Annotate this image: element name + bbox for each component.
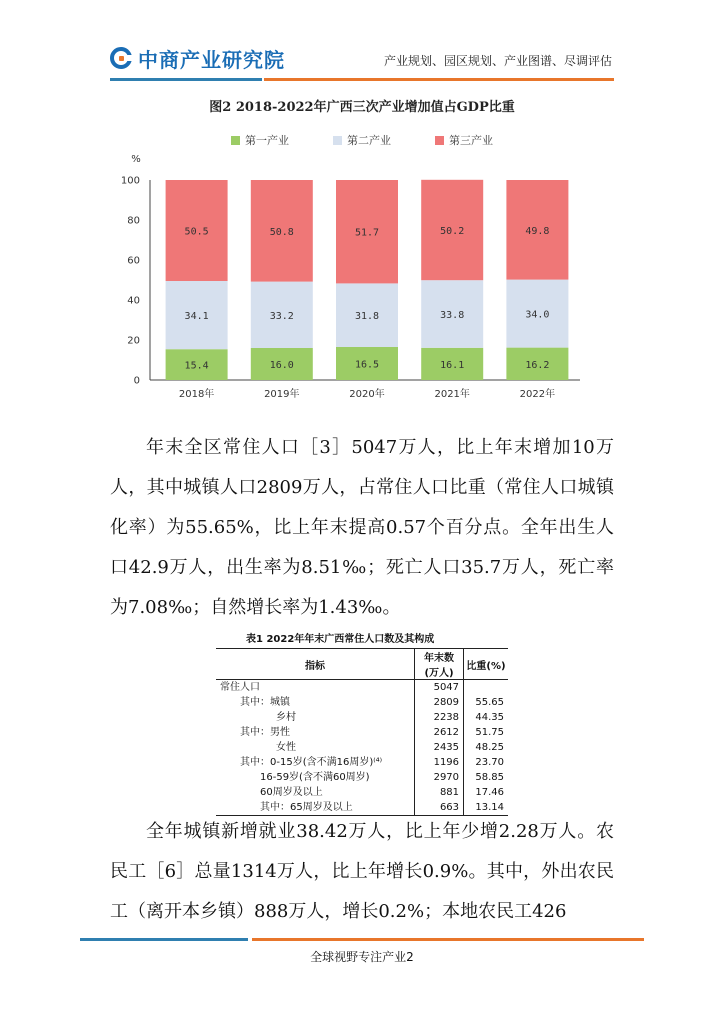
row-share: 13.14 xyxy=(464,800,508,816)
table-header-row xyxy=(216,649,508,680)
legend-label: 第一产业 xyxy=(245,134,289,147)
population-table xyxy=(216,648,508,816)
y-tick-label: 20 xyxy=(127,335,140,347)
table-row xyxy=(216,695,508,710)
row-share xyxy=(464,680,508,696)
row-label: 60周岁及以上 xyxy=(260,787,323,798)
data-label: 49.8 xyxy=(525,225,550,237)
table-row xyxy=(216,710,508,725)
row-value: 881 xyxy=(415,785,464,800)
data-label: 34.0 xyxy=(525,309,550,321)
row-share: 58.85 xyxy=(464,770,508,785)
table-row xyxy=(216,770,508,785)
row-share: 51.75 xyxy=(464,725,508,740)
row-value: 663 xyxy=(415,800,464,816)
row-value: 1196 xyxy=(415,755,464,770)
footer-divider-orange xyxy=(252,938,644,941)
row-label: 其中：0-15岁(含不满16周岁)⁽⁴⁾ xyxy=(240,757,383,768)
legend-label: 第三产业 xyxy=(449,134,493,147)
body-paragraph-employment: 全年城镇新增就业38.42万人，比上年少增2.28万人。农民工［6］总量1314万人，比上年增长0.9%。其中，外出农民工（离开本乡镇）888万人，增长0.2%；本地农民工426 xyxy=(110,821,614,922)
row-share: 23.70 xyxy=(464,755,508,770)
header-divider-blue xyxy=(110,78,262,81)
body-paragraph-population: 年末全区常住人口［3］5047万人，比上年末增加10万人，其中城镇人口2809万人，占常住人口比重（常住人口城镇化率）为55.65%，比上年末提高0.57个百分点。全年出生人口42.9万人，出生率为8.51‰；死亡人口35.7万人，死亡率为7.08‰；自然增长率为1.43‰。 xyxy=(110,437,614,618)
table-row xyxy=(216,680,508,696)
row-label: 16-59岁(含不满60周岁) xyxy=(260,772,370,783)
row-value: 2435 xyxy=(415,740,464,755)
logo-text: 中商产业研究院 xyxy=(138,47,285,72)
row-label: 常住人口 xyxy=(220,682,260,693)
stacked-bar-chart xyxy=(110,146,590,410)
x-tick-label: 2019年 xyxy=(264,389,300,400)
y-tick-label: 40 xyxy=(127,295,140,307)
table-header-indicator: 指标 xyxy=(216,649,415,680)
x-tick-label: 2022年 xyxy=(519,389,556,400)
row-value: 2970 xyxy=(415,770,464,785)
table-title: 表1 2022年年末广西常住人口数及其构成 xyxy=(246,634,435,645)
y-tick-label: 60 xyxy=(127,255,140,267)
data-label: 51.7 xyxy=(354,227,380,239)
table-row xyxy=(216,785,508,800)
row-share: 48.25 xyxy=(464,740,508,755)
row-value: 2238 xyxy=(415,710,464,725)
table-row xyxy=(216,740,508,755)
row-share: 44.35 xyxy=(464,710,508,725)
legend-label: 第二产业 xyxy=(347,134,391,147)
data-label: 16.2 xyxy=(525,359,550,371)
chart-title: 图2 2018-2022年广西三次产业增加值占GDP比重 xyxy=(209,100,515,115)
data-label: 16.5 xyxy=(354,359,380,371)
x-tick-label: 2021年 xyxy=(434,389,470,400)
company-logo xyxy=(110,44,285,72)
data-label: 31.8 xyxy=(354,311,380,323)
data-label: 34.1 xyxy=(184,311,209,323)
row-label: 女性 xyxy=(276,742,296,753)
header-tagline: 产业规划、园区规划、产业图谱、尽调评估 xyxy=(383,54,612,68)
footer-text: 全球视野专注产业2 xyxy=(310,950,414,964)
y-tick-label: 80 xyxy=(127,215,140,227)
row-value: 2809 xyxy=(415,695,464,710)
data-label: 16.0 xyxy=(269,360,294,371)
footer-divider-blue xyxy=(80,938,248,941)
table-row xyxy=(216,725,508,740)
x-tick-label: 2020年 xyxy=(349,389,385,400)
table-header-share: 比重(%) xyxy=(464,649,508,680)
row-value: 5047 xyxy=(415,680,464,696)
row-label: 其中：男性 xyxy=(240,727,290,738)
data-label: 33.2 xyxy=(269,310,294,322)
table-header-value: 年末数(万人) xyxy=(415,649,464,680)
header-divider-orange xyxy=(264,78,614,81)
data-label: 15.4 xyxy=(184,360,209,372)
data-label: 50.8 xyxy=(269,226,294,238)
y-axis-unit: % xyxy=(131,154,141,165)
data-label: 33.8 xyxy=(440,310,465,321)
legend-swatch xyxy=(231,136,240,145)
row-label: 其中：城镇 xyxy=(240,697,290,708)
data-label: 50.5 xyxy=(184,226,209,238)
row-value: 2612 xyxy=(415,725,464,740)
y-tick-label: 100 xyxy=(120,175,140,187)
row-label: 乡村 xyxy=(276,712,296,723)
row-share: 55.65 xyxy=(464,695,508,710)
table-row xyxy=(216,755,508,770)
legend-swatch xyxy=(333,136,342,145)
data-label: 16.1 xyxy=(440,359,465,371)
legend-swatch xyxy=(435,136,444,145)
logo-c-icon xyxy=(110,47,132,69)
x-tick-label: 2018年 xyxy=(178,389,215,400)
y-tick-label: 0 xyxy=(133,375,140,387)
row-share: 17.46 xyxy=(464,785,508,800)
row-label: 其中：65周岁及以上 xyxy=(216,800,415,816)
data-label: 50.2 xyxy=(440,226,465,237)
